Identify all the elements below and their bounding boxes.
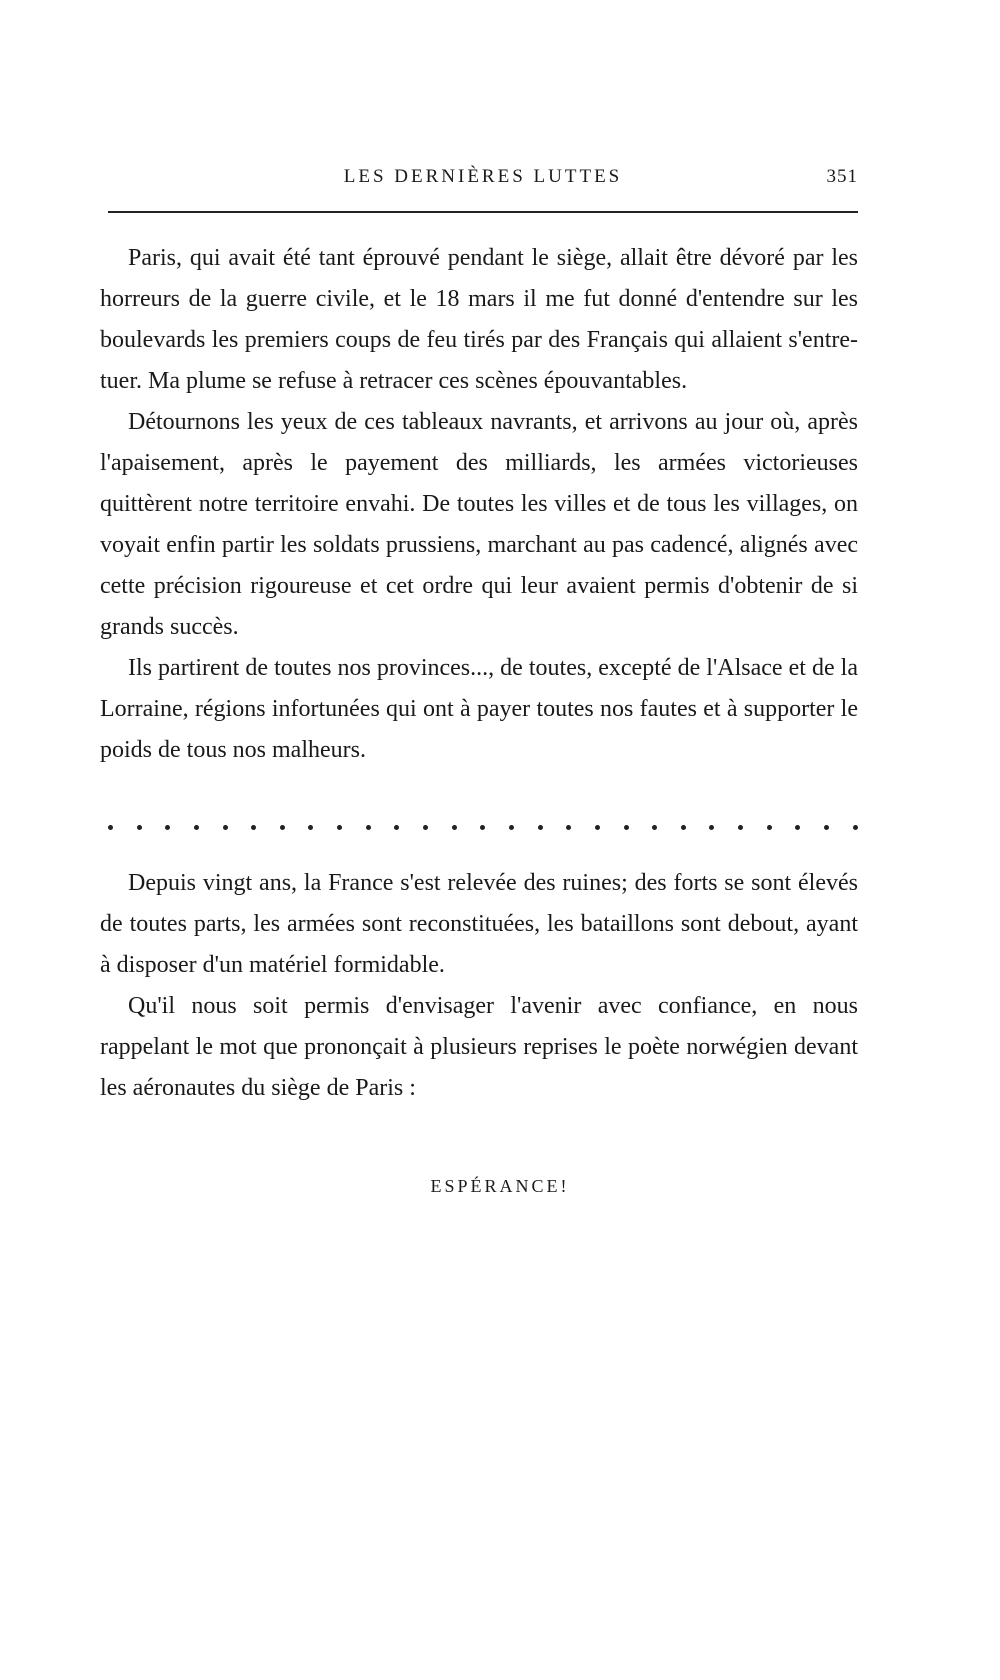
page-number: 351 <box>826 166 858 187</box>
dot <box>538 825 543 830</box>
paragraph: Qu'il nous soit permis d'envisager l'avenir avec confiance, en nous rappelant le mot que prononçait à plusieurs reprises le poète norwégien devant les aéronautes du siège de Paris : <box>100 993 858 1101</box>
paragraph: Depuis vingt ans, la France s'est relevée des ruines; des forts se sont élevés de toutes parts, les armées sont reconstituées, les bataillons sont debout, ayant à disposer d'un matériel formidable. <box>100 870 858 978</box>
dot <box>137 825 142 830</box>
dot <box>767 825 772 830</box>
dot <box>738 825 743 830</box>
dot <box>853 825 858 830</box>
dot <box>423 825 428 830</box>
dot <box>337 825 342 830</box>
dot <box>709 825 714 830</box>
dot <box>223 825 228 830</box>
closing-word: ESPÉRANCE! <box>430 1176 570 1196</box>
paragraph: Paris, qui avait été tant éprouvé pendant le siège, allait être dévoré par les horreurs de la guerre civile, et le 18 mars il me fut donné d'entendre sur les boulevards les premiers coups de feu tirés par des Français qui allaient s'entre-tuer. Ma plume se refuse à retracer ces scènes épouvantables. <box>100 245 858 394</box>
running-title: LES DERNIÈRES LUTTES <box>343 166 623 187</box>
section-break-dots <box>108 825 858 835</box>
header-rule <box>108 211 858 213</box>
paragraph: Détournons les yeux de ces tableaux navrants, et arrivons au jour où, après l'apaisement, après le payement des milliards, les armées victorieuses quittèrent notre territoire envahi. De toutes les villes et de tous les villages, on voyait enfin partir les soldats prussiens, marchant au pas cadencé, alignés avec cette précision rigoureuse et cet ordre qui leur avaient permis d'obtenir de si grands succès. <box>100 409 858 640</box>
dot <box>624 825 629 830</box>
dot <box>652 825 657 830</box>
dot <box>280 825 285 830</box>
dot <box>394 825 399 830</box>
body-text <box>100 238 858 771</box>
dot <box>251 825 256 830</box>
paragraph: Ils partirent de toutes nos provinces..., de toutes, excepté de l'Alsace et de la Lorraine, régions infortunées qui ont à payer toutes nos fautes et à supporter le poids de tous nos malheurs. <box>100 655 858 763</box>
dot <box>165 825 170 830</box>
dot <box>824 825 829 830</box>
dot <box>795 825 800 830</box>
dot <box>595 825 600 830</box>
dot <box>509 825 514 830</box>
dot <box>194 825 199 830</box>
running-head <box>108 166 858 198</box>
dot <box>308 825 313 830</box>
dot <box>480 825 485 830</box>
dot <box>366 825 371 830</box>
dot <box>108 825 113 830</box>
dot <box>681 825 686 830</box>
dot <box>452 825 457 830</box>
body-text-after-break <box>100 863 858 1109</box>
dot <box>566 825 571 830</box>
